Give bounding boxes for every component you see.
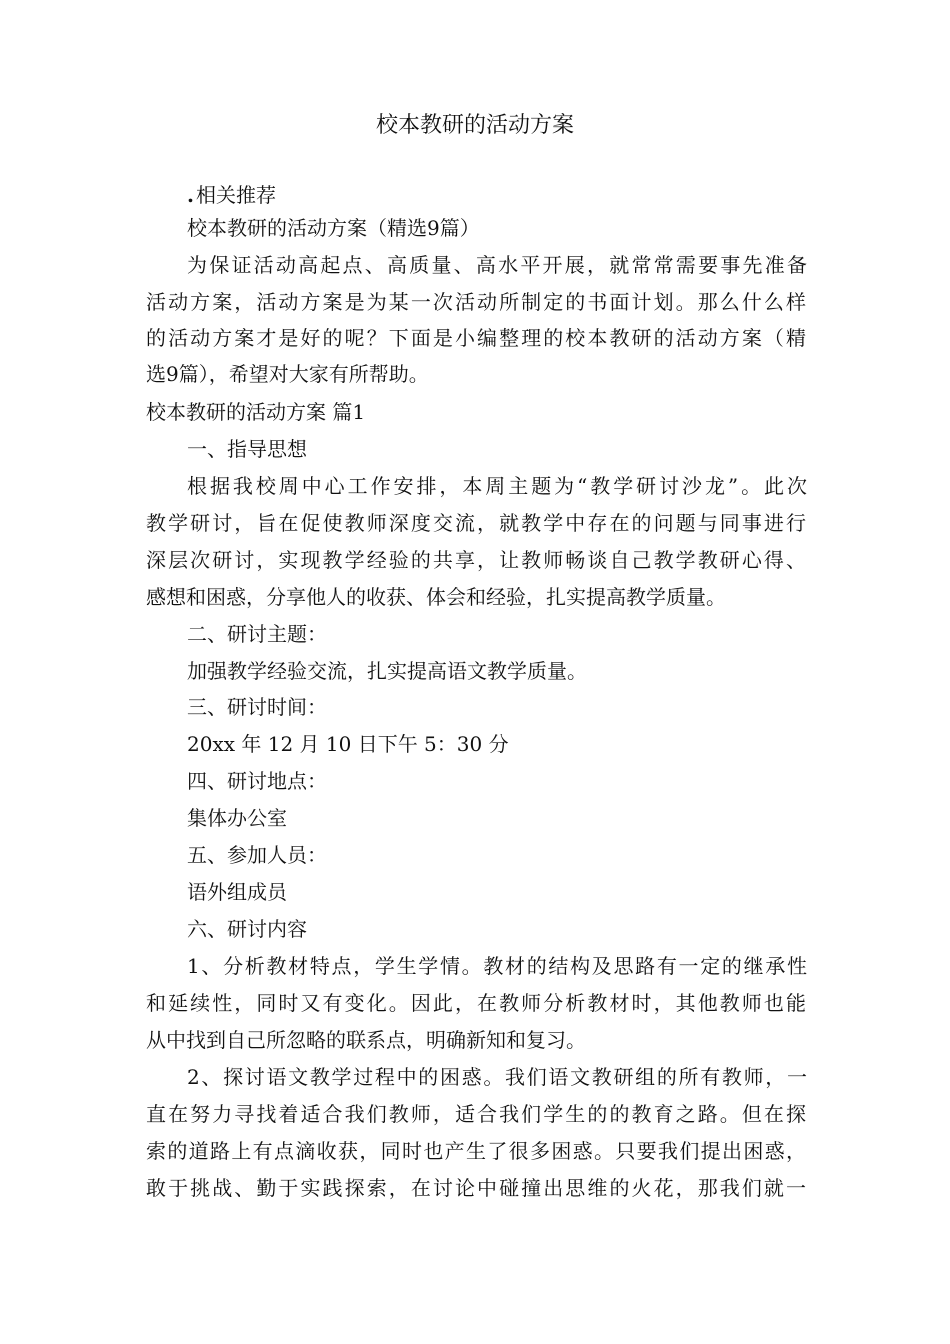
intro-line: 的活动方案才是好的呢？下面是小编整理的校本教研的活动方案（精 <box>146 326 806 350</box>
content-item-line: 1、分析教材特点，学生学情。教材的结构及思路有一定的继承性 <box>187 954 807 978</box>
article-subtitle: 校本教研的活动方案（精选9篇） <box>187 216 480 240</box>
heading-content: 六、研讨内容 <box>187 917 307 941</box>
content-item-line: 敢于挑战、勤于实践探索，在讨论中碰撞出思维的火花，那我们就一 <box>146 1176 806 1200</box>
content-item-line: 索的道路上有点滴收获，同时也产生了很多困惑。只要我们提出困惑， <box>146 1139 806 1163</box>
heading-location: 四、研讨地点： <box>187 769 327 793</box>
intro-line: 活动方案，活动方案是为某一次活动所制定的书面计划。那么什么样 <box>146 290 806 314</box>
paragraph-line: 感想和困惑，分享他人的收获、体会和经验，扎实提高教学质量。 <box>146 585 726 609</box>
document-title: 校本教研的活动方案 <box>375 113 574 138</box>
paragraph-line: 根据我校周中心工作安排，本周主题为“教学研讨沙龙”。此次 <box>187 474 807 498</box>
content-item-line: 直在努力寻找着适合我们教师，适合我们学生的的教育之路。但在探 <box>146 1102 806 1126</box>
heading-guiding-ideology: 一、指导思想 <box>187 437 307 461</box>
paragraph-line: 教学研讨，旨在促使教师深度交流，就教学中存在的问题与同事进行 <box>146 511 806 535</box>
content-item-line: 和延续性，同时又有变化。因此，在教师分析教材时，其他教师也能 <box>146 991 806 1015</box>
paragraph-line: 深层次研讨，实现教学经验的共享，让教师畅谈自己教学教研心得、 <box>146 548 806 572</box>
participants-text: 语外组成员 <box>187 880 287 904</box>
heading-time: 三、研讨时间： <box>187 695 327 719</box>
bullet-dot: . <box>187 183 194 207</box>
topic-text: 加强教学经验交流，扎实提高语文教学质量。 <box>187 659 587 683</box>
section-heading: 校本教研的活动方案 篇1 <box>146 400 366 424</box>
related-recommendations[interactable] <box>187 180 276 210</box>
time-text: 20xx 年 12 月 10 日下午 5：30 分 <box>187 732 509 756</box>
content-item-line: 从中找到自己所忽略的联系点，明确新知和复习。 <box>146 1028 586 1052</box>
location-text: 集体办公室 <box>187 806 287 830</box>
intro-line: 为保证活动高起点、高质量、高水平开展，就常常需要事先准备 <box>187 253 807 277</box>
content-item-line: 2、探讨语文教学过程中的困惑。我们语文教研组的所有教师，一 <box>187 1065 807 1089</box>
related-recommendations-label: 相关推荐 <box>195 183 276 207</box>
heading-participants: 五、参加人员： <box>187 843 327 867</box>
heading-topic: 二、研讨主题： <box>187 622 327 646</box>
intro-line: 选9篇），希望对大家有所帮助。 <box>146 362 429 386</box>
